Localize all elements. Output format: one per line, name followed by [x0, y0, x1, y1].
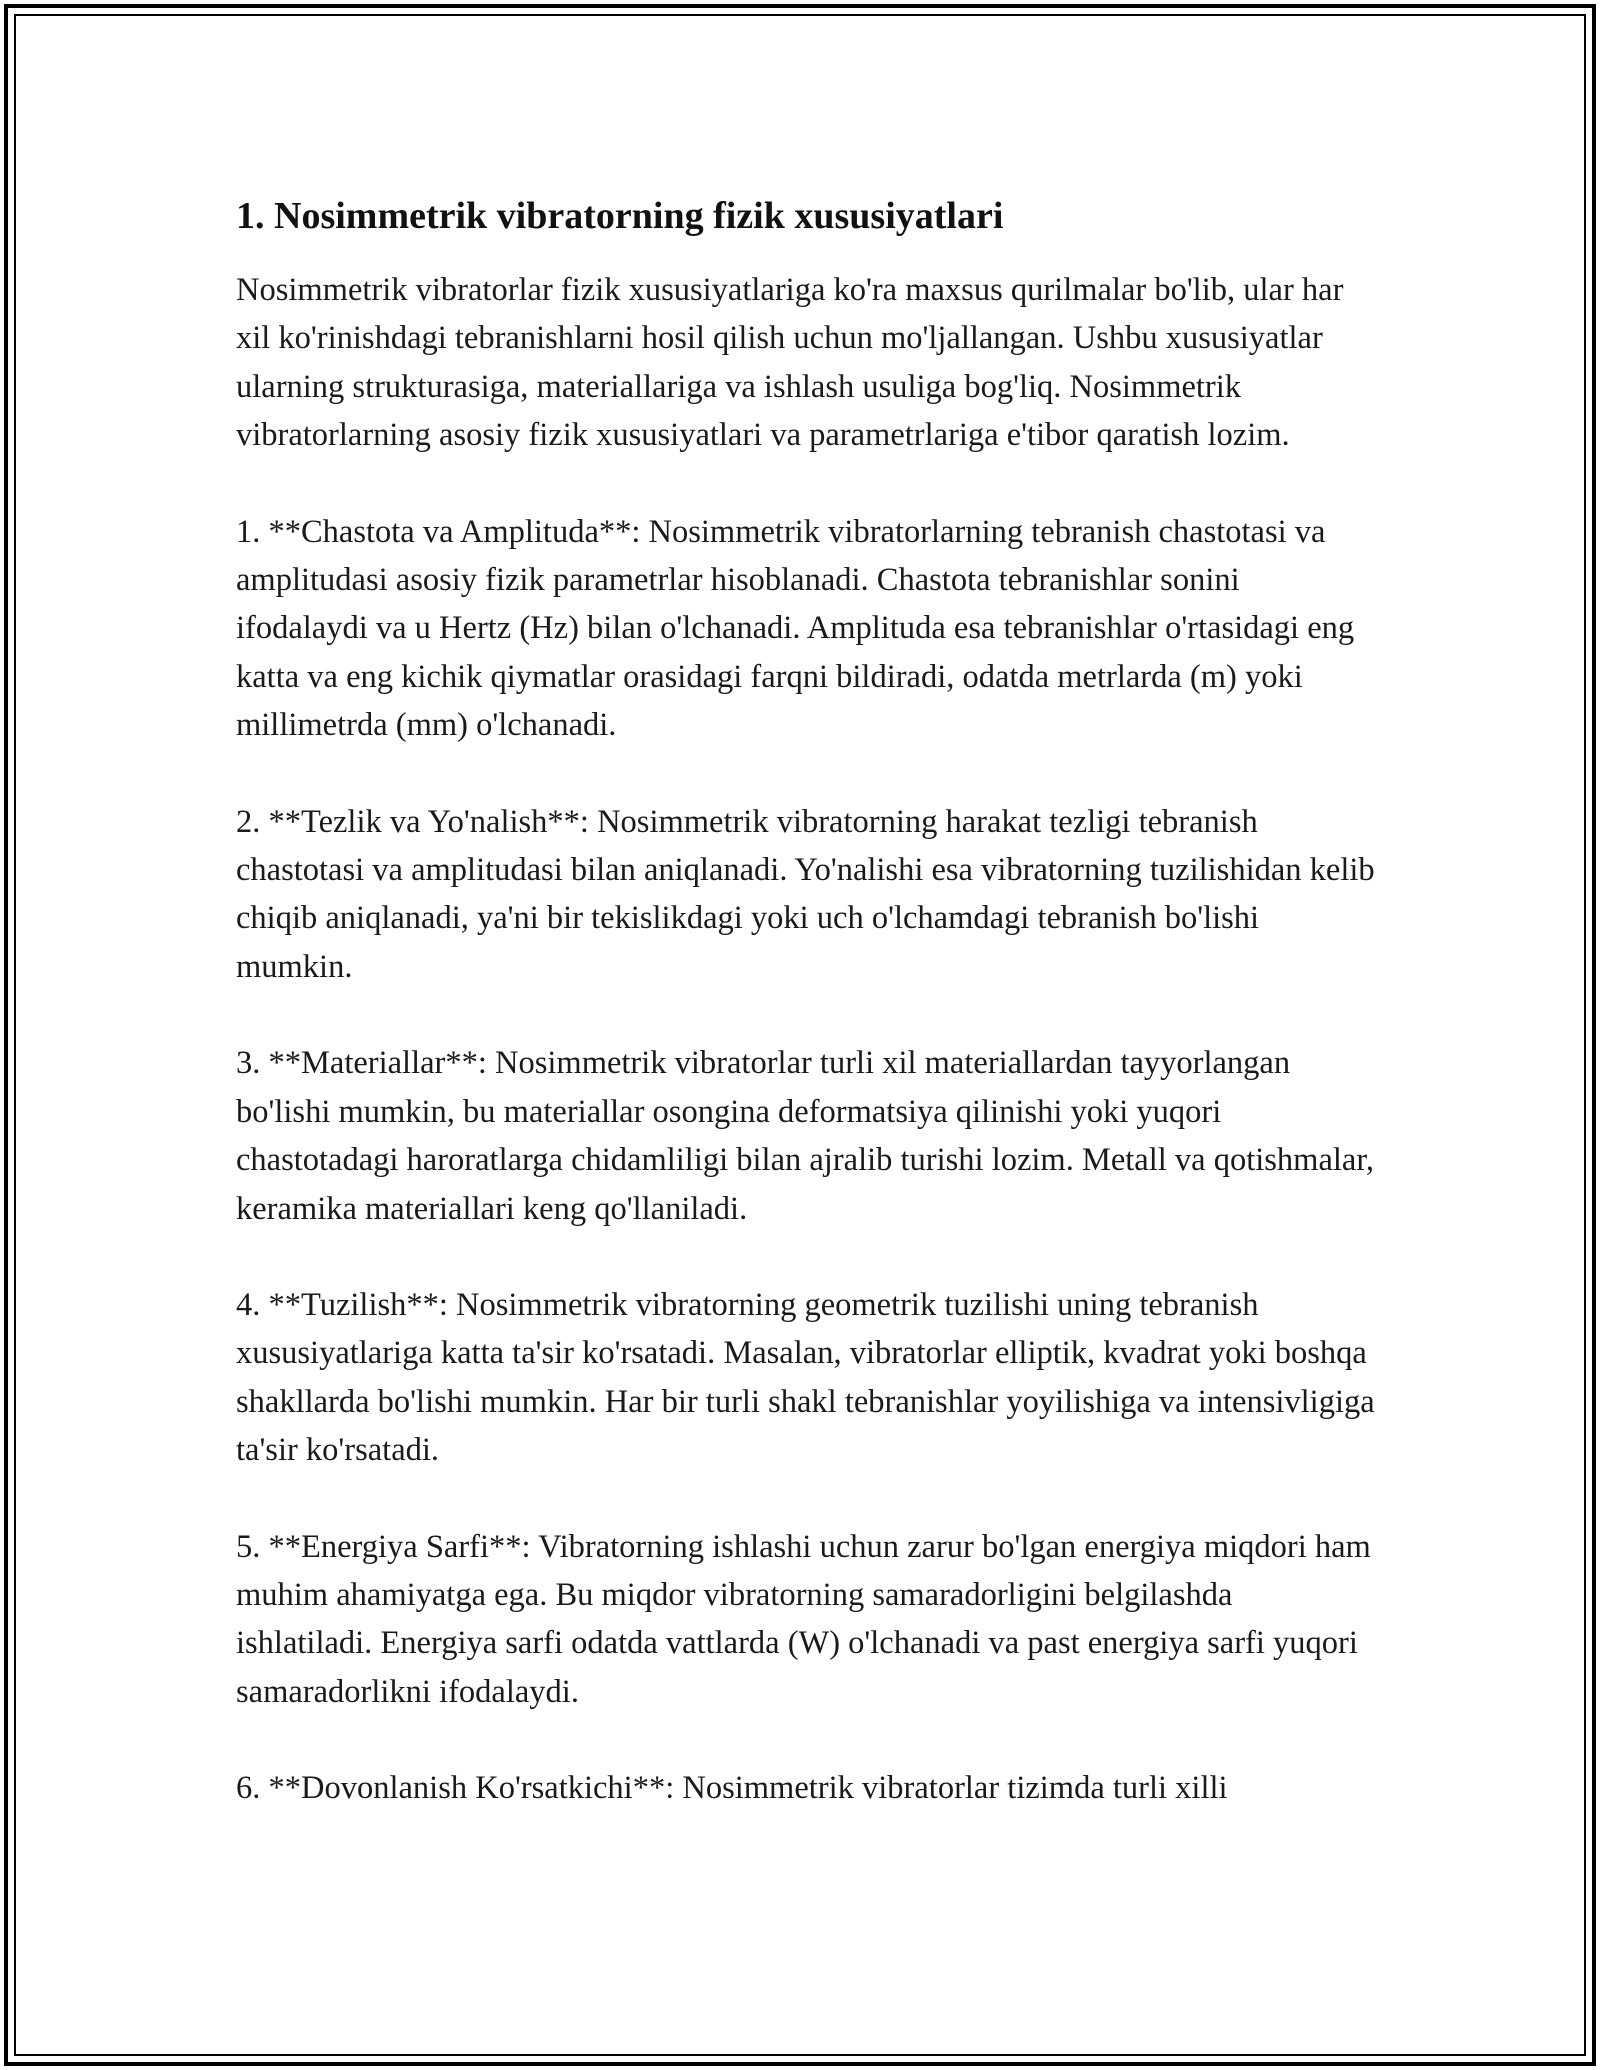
paragraph-tuzilish: 4. **Tuzilish**: Nosimmetrik vibratorning geometrik tuzilishi uning tebranish xususiyatlariga katta ta'sir ko'rsatadi. Masalan, vibratorlar elliptik, kvadrat yoki boshqa shakllarda bo'lishi mumkin. Har bir turli shakl tebranishlar yoyilishiga va intensivligiga ta'sir ko'rsatadi.	[236, 1286, 1375, 1469]
paragraph-energiya-sarfi: 5. **Energiya Sarfi**: Vibratorning ishlashi uchun zarur bo'lgan energiya miqdori ham muhim ahamiyatga ega. Bu miqdor vibratorning samaradorligini belgilashda ishlatiladi. Energiya sarfi odatda vattlarda (W) o'lchanadi va past energiya sarfi yuqori samaradorlikni ifodalaydi.	[236, 1528, 1371, 1710]
paragraph-tezlik-yonalish: 2. **Tezlik va Yo'nalish**: Nosimmetrik vibratorning harakat tezligi tebranish chastotasi va amplitudasi bilan aniqlanadi. Yo'nalishi esa vibratorning tuzilishidan kelib chiqib aniqlanadi, ya'ni bir tekislikdagi yoki uch o'lchamdagi tebranish bo'lishi mumkin.	[236, 803, 1375, 985]
section-title: 1. Nosimmetrik vibratorning fizik xususiyatlari	[236, 195, 1004, 237]
intro-paragraph: Nosimmetrik vibratorlar fizik xususiyatlariga ko'ra maxsus qurilmalar bo'lib, ular har xil ko'rinishdagi tebranishlarni hosil qilish uchun mo'ljallangan. Ushbu xususiyatlar ularning strukturasiga, materiallariga va ishlash usuliga bog'liq. Nosimmetrik vibratorlarning asosiy fizik xususiyatlari va parametrlariga e'tibor qaratish lozim.	[236, 272, 1344, 454]
document-body	[236, 186, 1376, 1861]
paragraph-dovonlanish: 6. **Dovonlanish Ko'rsatkichi**: Nosimmetrik vibratorlar tizimda turli xilli	[236, 1770, 1228, 1807]
paragraph-chastota-amplituda: 1. **Chastota va Amplituda**: Nosimmetrik vibratorlarning tebranish chastotasi va amplitudasi asosiy fizik parametrlar hisoblanadi. Chastota tebranishlar sonini ifodalaydi va u Hertz (Hz) bilan o'lchanadi. Amplituda esa tebranishlar o'rtasidagi eng katta va eng kichik qiymatlar orasidagi farqni bildiradi, odatda metrlarda (m) yoki millimetrda (mm) o'lchanadi.	[236, 513, 1355, 744]
paragraph-materiallar: 3. **Materiallar**: Nosimmetrik vibratorlar turli xil materiallardan tayyorlangan bo'lishi mumkin, bu materiallar osongina deformatsiya qilinishi yoki yuqori chastotadagi haroratlarga chidamliligi bilan ajralib turishi lozim. Metall va qotishmalar, keramika materiallari keng qo'llaniladi.	[236, 1045, 1374, 1227]
